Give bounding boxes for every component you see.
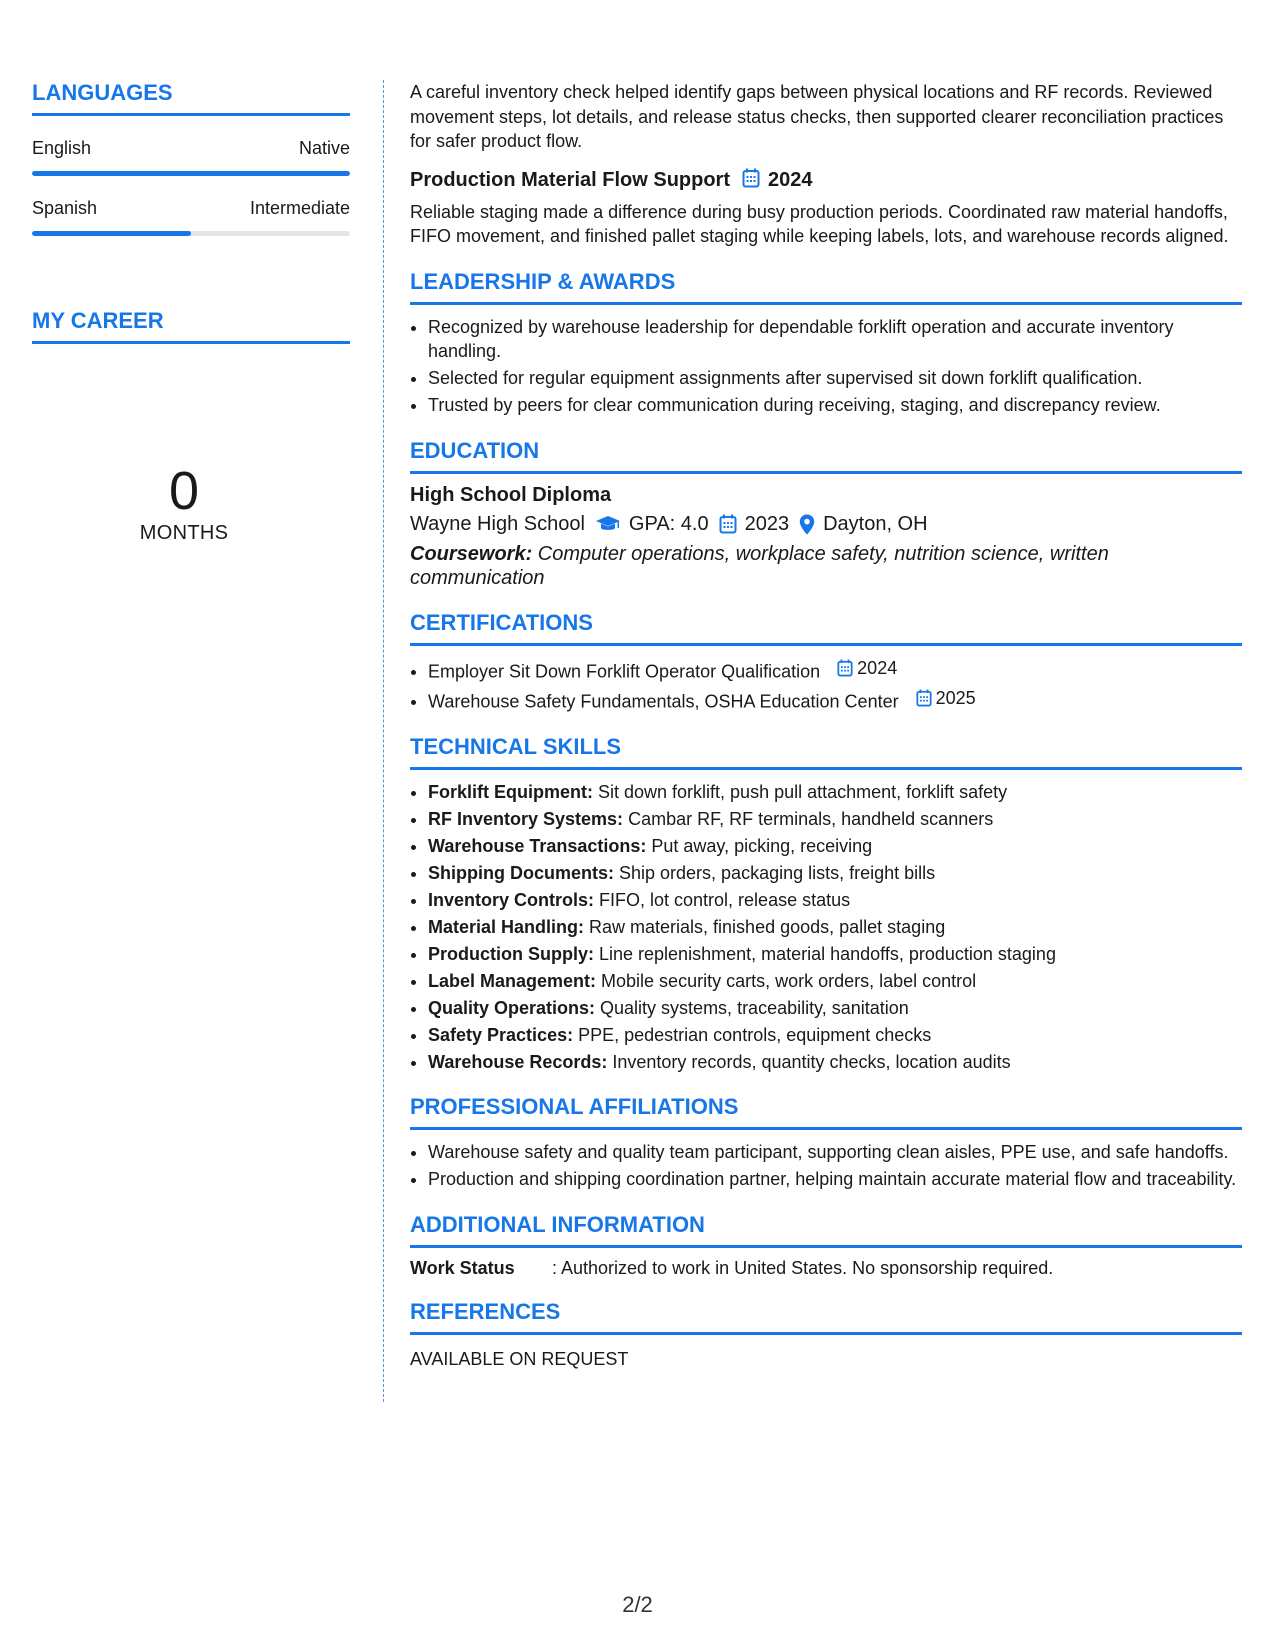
list-item (428, 686, 1242, 714)
certifications-list (410, 656, 1242, 714)
list-item (428, 915, 1242, 940)
certifications-section (410, 610, 1242, 714)
skill-label: Shipping Documents: (428, 862, 614, 883)
main-content (410, 80, 1242, 1370)
degree: High School Diploma (410, 483, 612, 506)
languages-title: LANGUAGES (32, 80, 350, 116)
skill-label: RF Inventory Systems: (428, 808, 624, 829)
job-title: Production Material Flow Support (410, 169, 730, 191)
skill-value: PPE, pedestrian controls, equipment checks (573, 1024, 932, 1045)
certification-year: 2025 (935, 687, 976, 708)
skill-label: Forklift Equipment: (428, 781, 593, 802)
skill-label: Quality Operations: (428, 997, 596, 1018)
language-proficiency-fill (32, 231, 191, 236)
skill-value: Sit down forklift, push pull attachment, forklift safety (593, 781, 1008, 802)
affiliations-title: PROFESSIONAL AFFILIATIONS (410, 1094, 1242, 1130)
skill-label: Label Management: (428, 970, 597, 991)
list-item (428, 861, 1242, 886)
language-proficiency-bar (32, 231, 350, 236)
school-name: Wayne High School (410, 512, 585, 535)
language-level: Native (298, 138, 350, 158)
calendar-icon (916, 689, 932, 707)
leadership-list (410, 315, 1242, 418)
skills-title: TECHNICAL SKILLS (410, 734, 1242, 770)
certification-year: 2024 (857, 657, 898, 678)
list-item: • Selected for regular equipment assignments after supervised sit down forklift qualification. (428, 366, 1242, 391)
skill-label: Inventory Controls: (428, 889, 595, 910)
career-unit: MONTHS (139, 522, 229, 544)
experience-description: A careful inventory check helped identify gaps between physical locations and RF records. Reviewed movement steps, lot details, and release status checks, then supported clearer reconciliation practices for safer product flow. (410, 82, 1224, 151)
sidebar (32, 80, 350, 545)
skill-label: Safety Practices: (428, 1024, 574, 1045)
education-title: EDUCATION (410, 438, 1242, 474)
list-item (428, 834, 1242, 859)
gpa: GPA: 4.0 (628, 512, 709, 535)
skill-value: Inventory records, quantity checks, location audits (607, 1051, 1011, 1072)
skill-value: FIFO, lot control, release status (594, 889, 851, 910)
leadership-section (410, 269, 1242, 418)
page-number: 2/2 (622, 1592, 653, 1617)
education-details (410, 513, 1242, 536)
skill-value: Quality systems, traceability, sanitation (595, 997, 909, 1018)
calendar-icon (742, 168, 760, 194)
affiliations-section (410, 1094, 1242, 1192)
language-name: Spanish (32, 198, 98, 218)
leadership-title: LEADERSHIP & AWARDS (410, 269, 1242, 305)
graduation-year: 2023 (744, 512, 790, 535)
skill-value: Cambar RF, RF terminals, handheld scanners (623, 808, 994, 829)
list-item: • Trusted by peers for clear communication during receiving, staging, and discrepancy review. (428, 393, 1242, 418)
skill-value: Line replenishment, material handoffs, production staging (594, 943, 1056, 964)
language-proficiency-bar (32, 171, 350, 176)
certifications-title: CERTIFICATIONS (410, 610, 1242, 646)
skill-label: Warehouse Transactions: (428, 835, 647, 856)
job-description: Reliable staging made a difference during busy production periods. Coordinated raw material handoffs, FIFO movement, and finished pallet staging while keeping labels, lots, and warehouse records aligned. (410, 201, 1229, 246)
graduation-cap-icon (595, 515, 621, 533)
skill-value: Raw materials, finished goods, pallet staging (584, 916, 946, 937)
work-status-value: : Authorized to work in United States. No sponsorship required. (552, 1257, 1054, 1278)
skill-value: Mobile security carts, work orders, label control (596, 970, 977, 991)
career-counter (36, 462, 332, 545)
skills-list (410, 780, 1242, 1075)
list-item (428, 807, 1242, 832)
references-title: REFERENCES (410, 1299, 1242, 1335)
skill-label: Warehouse Records: (428, 1051, 608, 1072)
coursework (410, 542, 1242, 590)
list-item: • Warehouse safety and quality team participant, supporting clean aisles, PPE use, and safe handoffs. (428, 1140, 1242, 1165)
list-item (428, 969, 1242, 994)
coursework-text: Computer operations, workplace safety, nutrition science, written communication (410, 542, 1109, 589)
language-proficiency-fill (32, 171, 350, 176)
skill-value: Put away, picking, receiving (646, 835, 873, 856)
list-item (428, 1050, 1242, 1075)
language-item (32, 138, 350, 176)
language-level: Intermediate (249, 198, 350, 218)
calendar-icon (719, 514, 737, 534)
list-item (428, 888, 1242, 913)
list-item (428, 996, 1242, 1021)
additional-title: ADDITIONAL INFORMATION (410, 1212, 1242, 1248)
calendar-icon (837, 659, 853, 677)
work-status-label: Work Status (410, 1257, 515, 1278)
career-value: 0 (168, 461, 200, 521)
coursework-label: Coursework: (410, 542, 533, 565)
location-pin-icon (799, 514, 815, 535)
skills-section (410, 734, 1242, 1075)
affiliations-list (410, 1140, 1242, 1192)
references-section (410, 1299, 1242, 1370)
work-status-row (410, 1258, 1242, 1279)
certification-name: Warehouse Safety Fundamentals, OSHA Education Center (428, 691, 899, 711)
skill-label: Material Handling: (428, 916, 585, 937)
skill-label: Production Supply: (428, 943, 594, 964)
list-item: • Recognized by warehouse leadership for dependable forklift operation and accurate inventory handling. (428, 315, 1242, 364)
school-location: Dayton, OH (823, 512, 928, 535)
list-item: • Production and shipping coordination partner, helping maintain accurate material flow and traceability. (428, 1167, 1242, 1192)
list-item (428, 780, 1242, 805)
skill-value: Ship orders, packaging lists, freight bills (614, 862, 936, 883)
certification-name: Employer Sit Down Forklift Operator Qualification (428, 660, 821, 681)
list-item (428, 942, 1242, 967)
job-header (410, 168, 1242, 194)
additional-section (410, 1212, 1242, 1279)
list-item (428, 1023, 1242, 1048)
education-section (410, 438, 1242, 590)
career-title: MY CAREER (32, 308, 350, 344)
list-item (428, 656, 1242, 684)
references-value: AVAILABLE ON REQUEST (410, 1348, 629, 1369)
language-item (32, 198, 350, 236)
job-year: 2024 (768, 169, 813, 191)
language-name: English (32, 138, 92, 158)
column-divider (383, 80, 384, 1402)
